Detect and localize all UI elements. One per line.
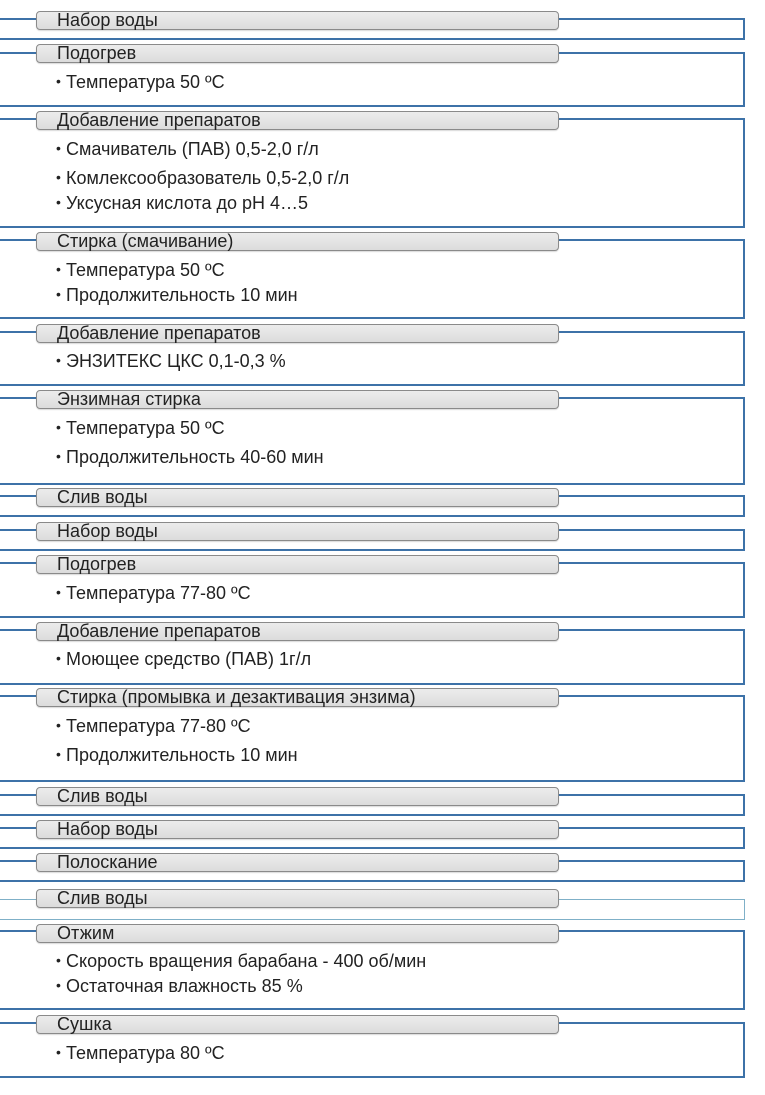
bullet-icon [56,975,66,998]
step-title: Набор воды [36,820,559,839]
step-title: Набор воды [36,522,559,541]
step-title: Слив воды [36,787,559,806]
step-title: Добавление препаратов [36,622,559,641]
step-item: •Температура 50 ºС [56,71,225,94]
step-title: Стирка (промывка и дезактивация энзима) [36,688,559,707]
bullet-icon [56,744,66,767]
bullet-icon [56,192,66,215]
bullet-icon [56,582,66,605]
step-title: Подогрев [36,555,559,574]
step-item: •Температура 50 ºС [56,417,225,440]
bullet-icon [56,446,66,469]
step-item: •Температура 77-80 ºС [56,715,251,738]
step-item: •Комлексообразователь 0,5-2,0 г/л [56,167,349,190]
step-item: •Уксусная кислота до рН 4…5 [56,192,308,215]
step-item: •Смачиватель (ПАВ) 0,5-2,0 г/л [56,138,319,161]
step-title: Набор воды [36,11,559,30]
bullet-icon [56,715,66,738]
step-title: Стирка (смачивание) [36,232,559,251]
step-item: •Продолжительность 40-60 мин [56,446,324,469]
step-item: •Скорость вращения барабана - 400 об/мин [56,950,426,973]
step-item: •Температура 80 ºС [56,1042,225,1065]
step-title: Сушка [36,1015,559,1034]
step-title: Слив воды [36,889,559,908]
step-title: Добавление препаратов [36,324,559,343]
step-item: •Продолжительность 10 мин [56,284,298,307]
step-item: •Моющее средство (ПАВ) 1г/л [56,648,311,671]
bullet-icon [56,167,66,190]
bullet-icon [56,259,66,282]
bullet-icon [56,284,66,307]
step-item: •Остаточная влажность 85 % [56,975,303,998]
step-title: Энзимная стирка [36,390,559,409]
bullet-icon [56,138,66,161]
step-title: Слив воды [36,488,559,507]
step-title: Полоскание [36,853,559,872]
step-box [0,397,745,485]
bullet-icon [56,648,66,671]
bullet-icon [56,950,66,973]
bullet-icon [56,350,66,373]
step-item: •Температура 77-80 ºС [56,582,251,605]
step-item: •Продолжительность 10 мин [56,744,298,767]
step-box [0,695,745,782]
bullet-icon [56,1042,66,1065]
step-title: Отжим [36,924,559,943]
step-item: •ЭНЗИТЕКС ЦКС 0,1-0,3 % [56,350,286,373]
bullet-icon [56,71,66,94]
bullet-icon [56,417,66,440]
step-item: •Температура 50 ºС [56,259,225,282]
step-title: Добавление препаратов [36,111,559,130]
step-title: Подогрев [36,44,559,63]
